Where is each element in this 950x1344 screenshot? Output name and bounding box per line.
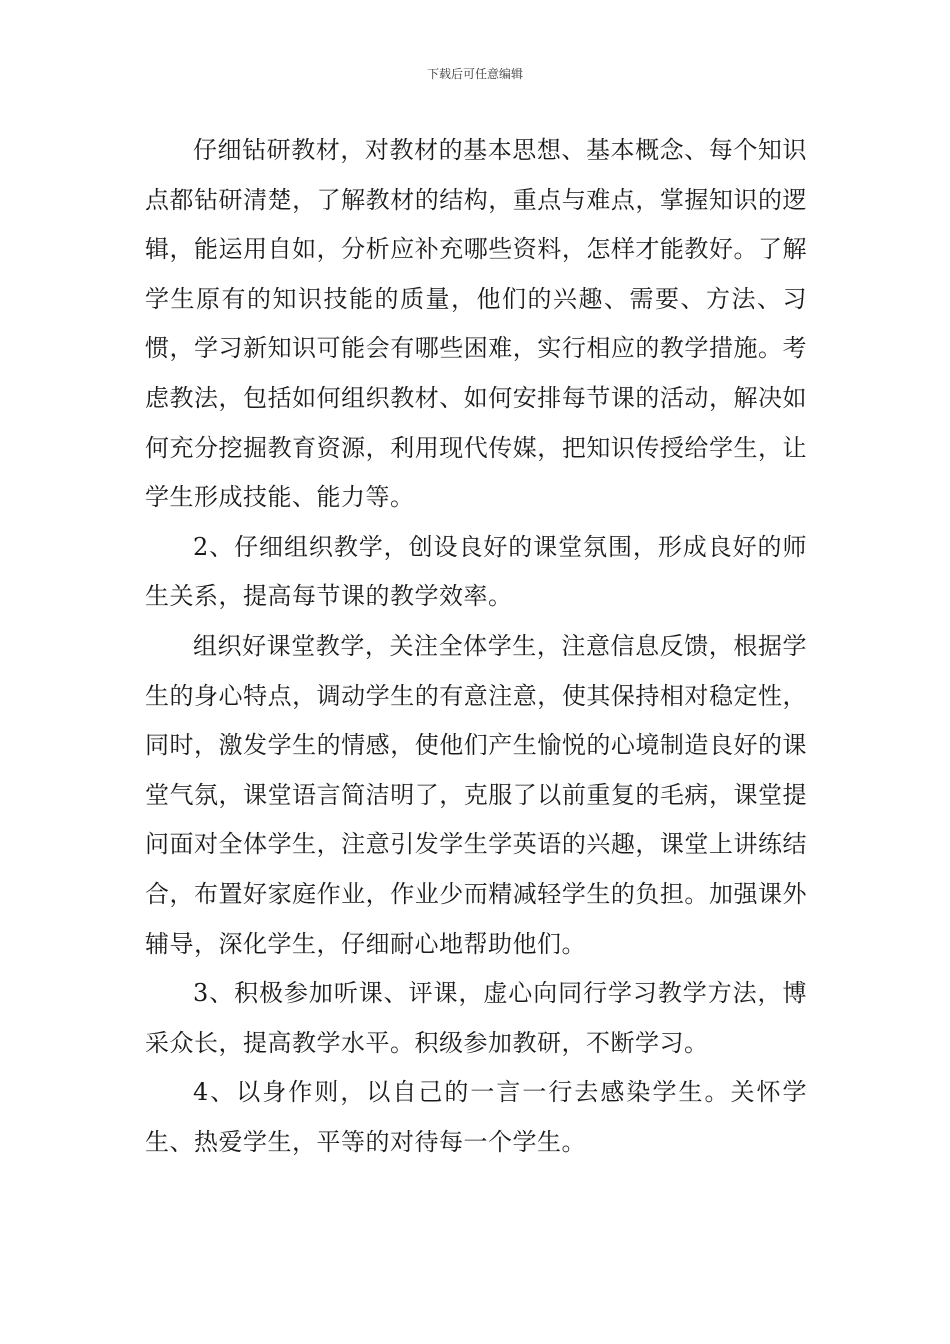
paragraph-item-2: 2、仔细组织教学，创设良好的课堂氛围，形成良好的师生关系，提高每节课的教学效率。	[145, 532, 807, 611]
page-header: 下载后可任意编辑	[426, 67, 523, 81]
paragraph-study-materials: 仔细钻研教材，对教材的基本思想、基本概念、每个知识点都钻研清楚，了解教材的结构，重点与难点，掌握知识的逻辑，能运用自如，分析应补充哪些资料，怎样才能教好。了解学生原有的知识技能的质量，他们的兴趣、需要、方法、习惯，学习新知识可能会有哪些困难，实行相应的教学措施。考虑教法，包括如何组织教材、如何安排每节课的活动，解决如何充分挖掘教育资源，利用现代传媒，把知识传授给学生，让学生形成技能、能力等。	[145, 136, 807, 512]
document-body	[145, 126, 807, 1167]
paragraph-classroom-teaching: 组织好课堂教学，关注全体学生，注意信息反馈，根据学生的身心特点，调动学生的有意注意，使其保持相对稳定性，同时，激发学生的情感，使他们产生愉悦的心境制造良好的课堂气氛，课堂语言简洁明了，克服了以前重复的毛病，课堂提问面对全体学生，注意引发学生学英语的兴趣，课堂上讲练结合，布置好家庭作业，作业少而精减轻学生的负担。加强课外辅导，深化学生，仔细耐心地帮助他们。	[145, 631, 807, 958]
paragraph-item-4: 4、以身作则，以自己的一言一行去感染学生。关怀学生、热爱学生，平等的对待每一个学生。	[145, 1078, 807, 1156]
paragraph-item-3: 3、积极参加听课、评课，虚心向同行学习教学方法，博采众长，提高教学水平。积级参加教研，不断学习。	[145, 979, 807, 1057]
